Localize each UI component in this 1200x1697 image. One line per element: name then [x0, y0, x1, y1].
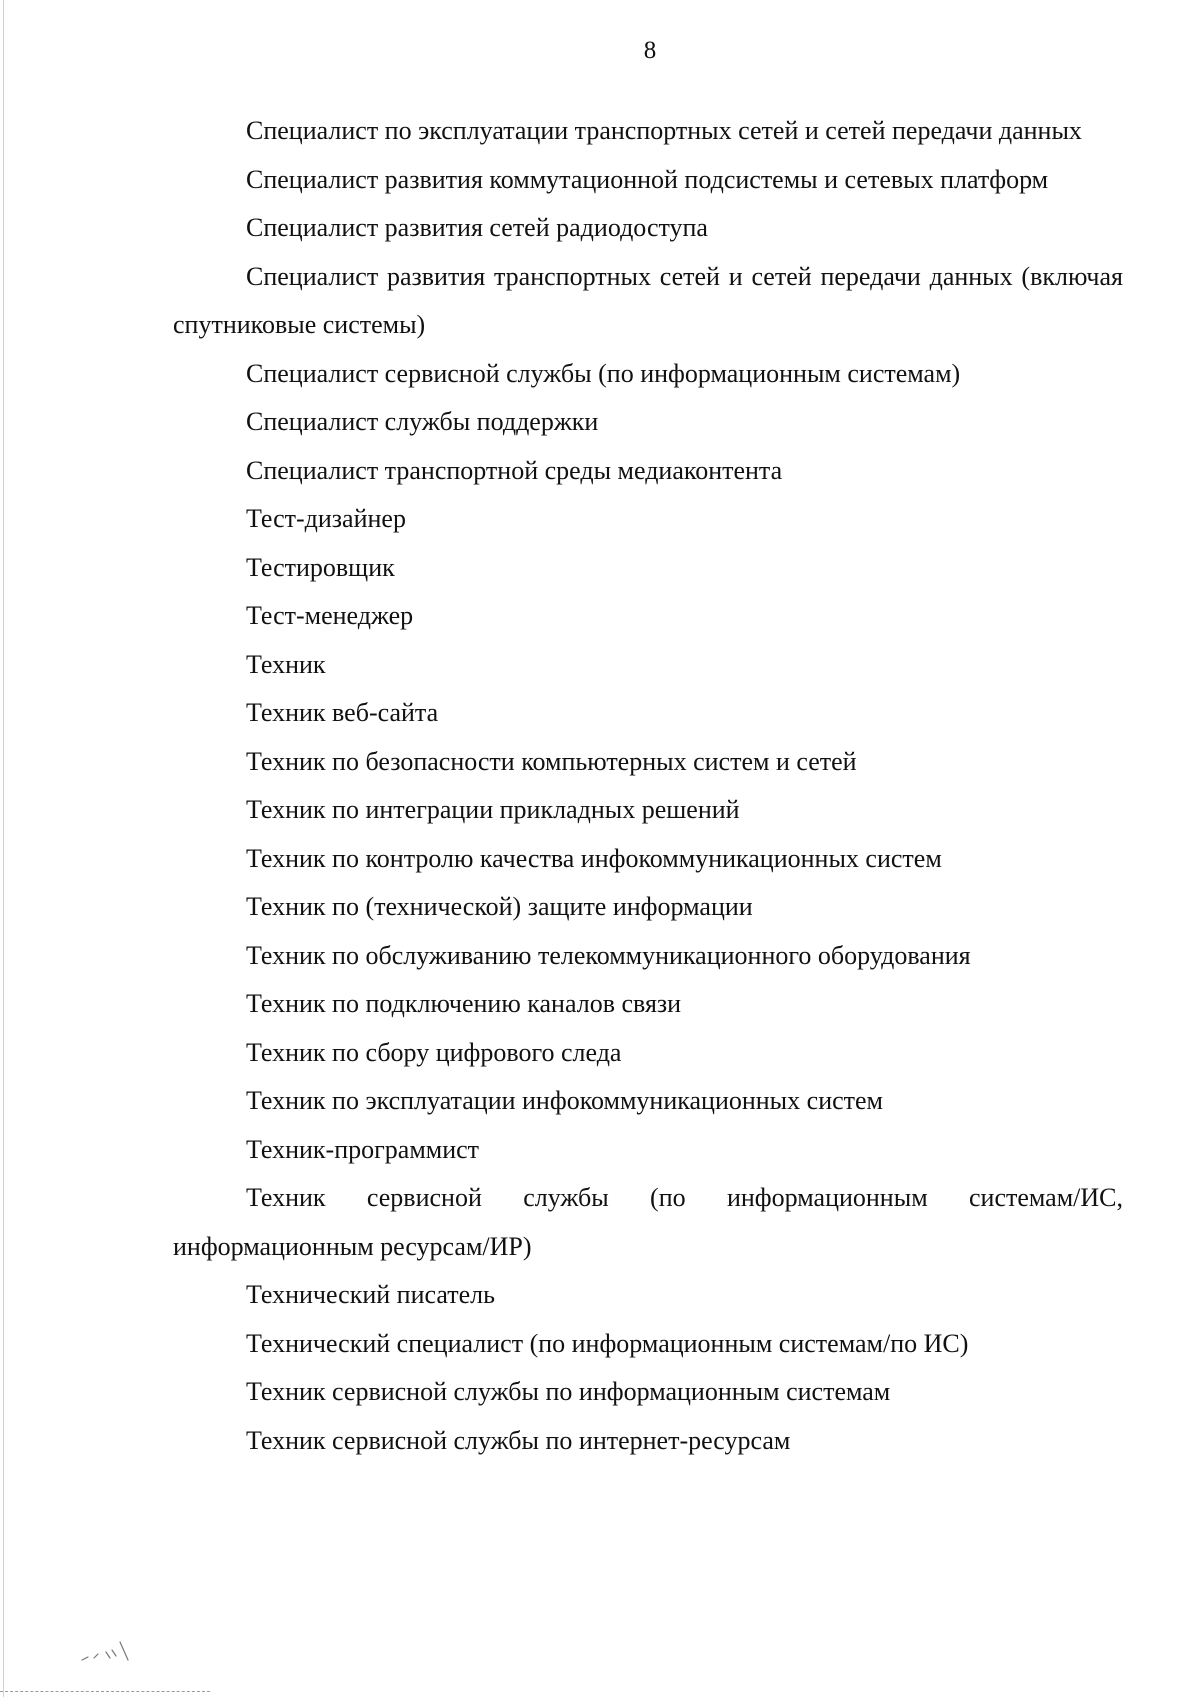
- list-item: Тестировщик: [246, 552, 395, 582]
- list-item: Техник по обслуживанию телекоммуникационного оборудования: [246, 940, 971, 970]
- list-item: Специалист транспортной среды медиаконтента: [246, 455, 783, 485]
- list-item: Техник-программист: [246, 1134, 480, 1164]
- list-item: Тест-дизайнер: [246, 504, 406, 533]
- list-item: Техник по (технической) защите информации: [246, 892, 753, 921]
- scan-left-edge: [3, 0, 4, 1697]
- list-item: Специалист развития транспортных сетей и сетей передачи данных (включая спутниковые системы): [173, 261, 1123, 339]
- page-number: 8: [643, 37, 657, 64]
- list-item: Специалист службы поддержки: [246, 407, 599, 436]
- list-item: Технический специалист (по информационным системам/по ИС): [246, 1328, 969, 1358]
- page-bottom-rule: [0, 1691, 210, 1693]
- list-item: Техник по безопасности компьютерных систем и сетей: [246, 746, 857, 776]
- list-item: Тест-менеджер: [246, 601, 414, 630]
- list-item: Специалист развития сетей радиодоступа: [246, 213, 708, 242]
- list-item: Техник по сбору цифрового следа: [246, 1037, 622, 1067]
- profession-list: [173, 107, 1123, 1465]
- pen-mark: [80, 1630, 160, 1670]
- list-item: Техник сервисной службы (по информационным системам/ИС, информационным ресурсам/ИР): [173, 1183, 1123, 1261]
- list-item: Техник по подключению каналов связи: [246, 989, 682, 1018]
- list-item: Техник веб-сайта: [246, 698, 439, 727]
- list-item: Специалист по эксплуатации транспортных сетей и сетей передачи данных: [246, 116, 1082, 145]
- list-item: Техник: [246, 649, 326, 679]
- list-item: Специалист развития коммутационной подсистемы и сетевых платформ: [246, 164, 1049, 194]
- list-item: Техник сервисной службы по интернет-ресурсам: [246, 1425, 791, 1455]
- list-item: Технический писатель: [246, 1280, 495, 1309]
- list-item: Специалист сервисной службы (по информационным системам): [246, 358, 961, 388]
- list-item: Техник по эксплуатации инфокоммуникационных систем: [246, 1086, 883, 1115]
- list-item: Техник по интеграции прикладных решений: [246, 795, 740, 824]
- list-item: Техник сервисной службы по информационным системам: [246, 1377, 891, 1406]
- list-item: Техник по контролю качества инфокоммуникационных систем: [246, 843, 942, 873]
